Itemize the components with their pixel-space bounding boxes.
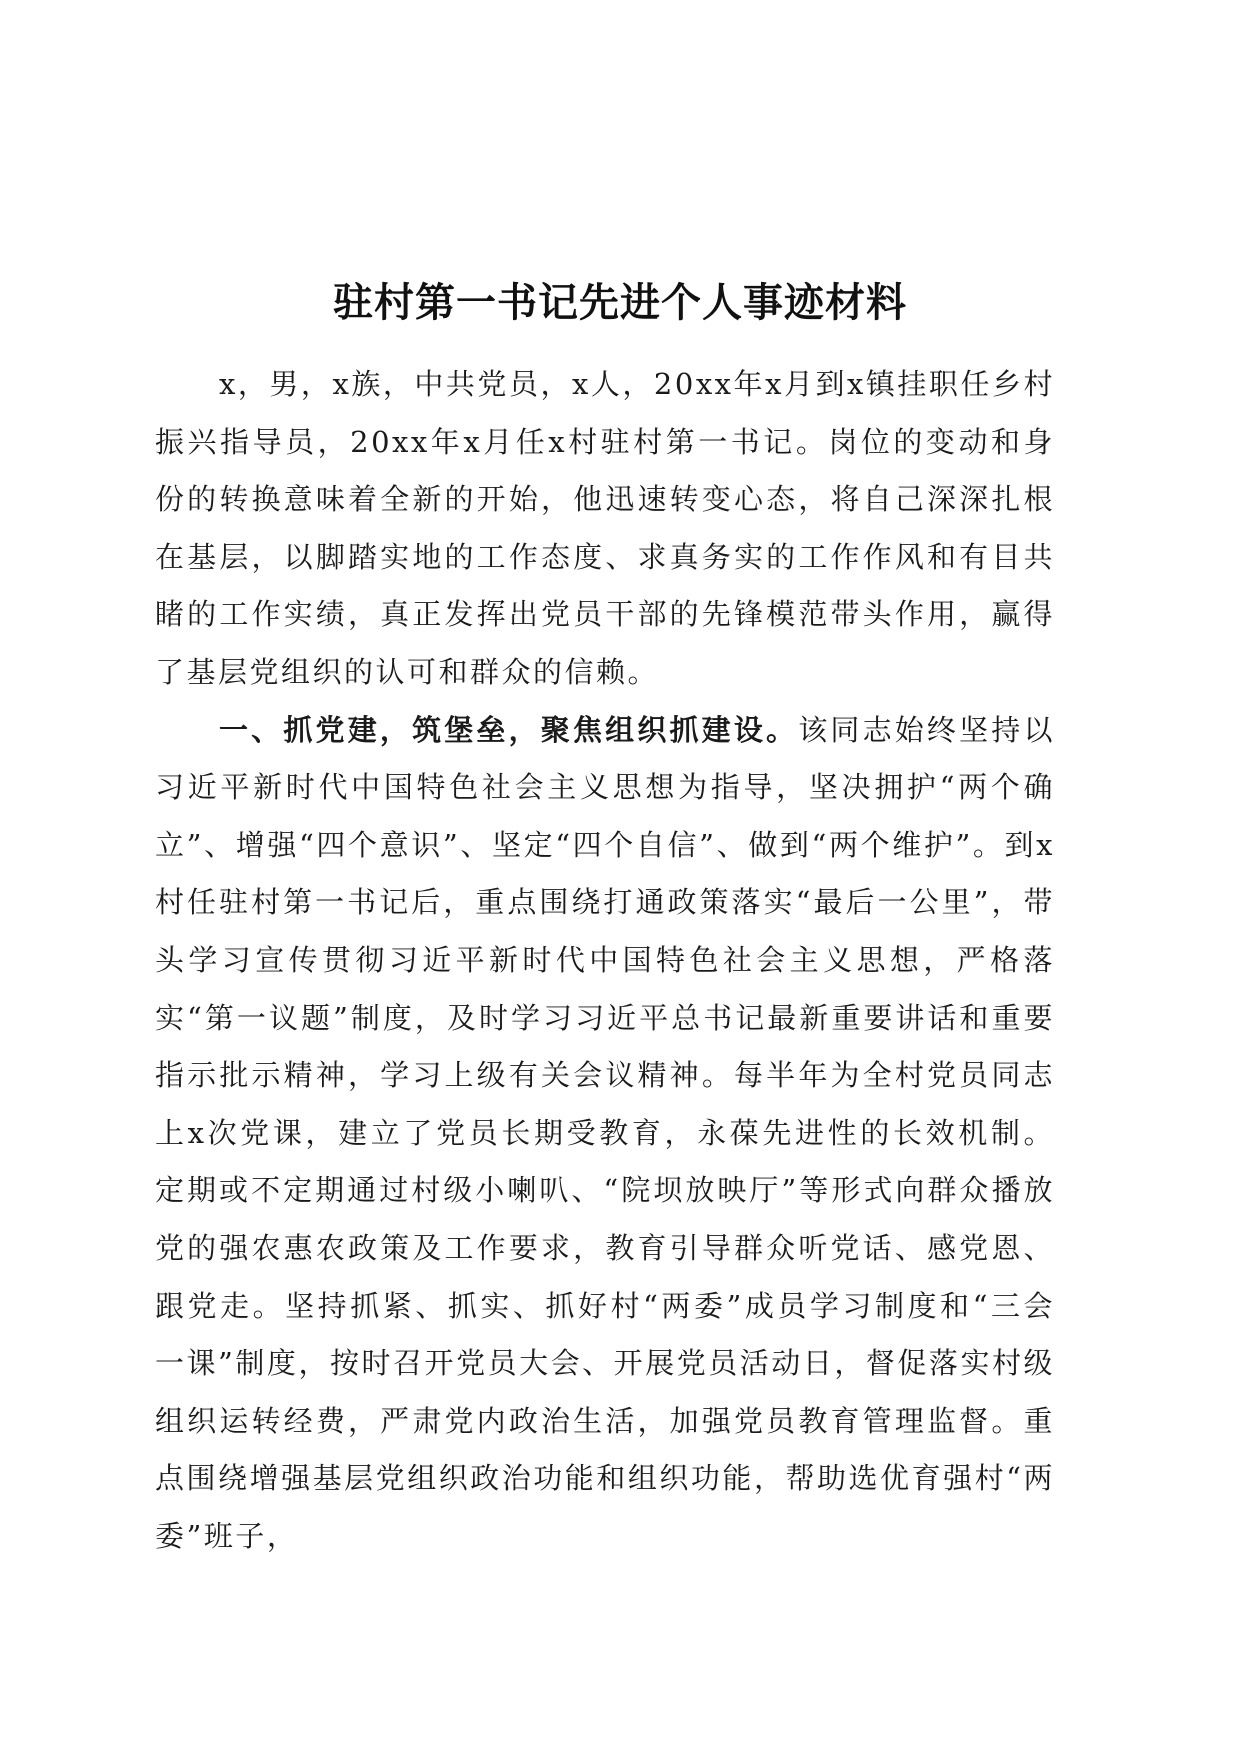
intro-paragraph-text: x，男，x族，中共党员，x人，20xx年x月到x镇挂职任乡村振兴指导员，20xx年x月任x村驻村第一书记。岗位的变动和身份的转换意味着全新的开始，他迅速转变心态，将自己深深扎根在基层，以脚踏实地的工作态度、求真务实的工作作风和有目共睹的工作实绩，真正发挥出党员干部的先锋模范带头作用，赢得了基层党组织的认可和群众的信赖。 xyxy=(155,367,1055,689)
section-one-paragraph xyxy=(155,702,1055,1566)
intro-paragraph xyxy=(155,356,1055,702)
section-one-heading: 一、抓党建，筑堡垒，聚焦组织抓建设。 xyxy=(219,712,799,747)
document-body xyxy=(155,356,1055,1565)
section-one-text: 该同志始终坚持以习近平新时代中国特色社会主义思想为指导，坚决拥护“两个确立”、增强“四个意识”、坚定“四个自信”、做到“两个维护”。到x村任驻村第一书记后，重点围绕打通政策落实“最后一公里”，带头学习宣传贯彻习近平新时代中国特色社会主义思想，严格落实“第一议题”制度，及时学习习近平总书记最新重要讲话和重要指示批示精神，学习上级有关会议精神。每半年为全村党员同志上x次党课，建立了党员长期受教育，永葆先进性的长效机制。定期或不定期通过村级小喇叭、“院坝放映厅”等形式向群众播放党的强农惠农政策及工作要求，教育引导群众听党话、感党恩、跟党走。坚持抓紧、抓实、抓好村“两委”成员学习制度和“三会一课”制度，按时召开党员大会、开展党员活动日，督促落实村级组织运转经费，严肃党内政治生活，加强党员教育管理监督。重点围绕增强基层党组织政治功能和组织功能，帮助选优育强村“两委”班子， xyxy=(155,712,1055,1553)
document-title: 驻村第一书记先进个人事迹材料 xyxy=(333,279,907,326)
